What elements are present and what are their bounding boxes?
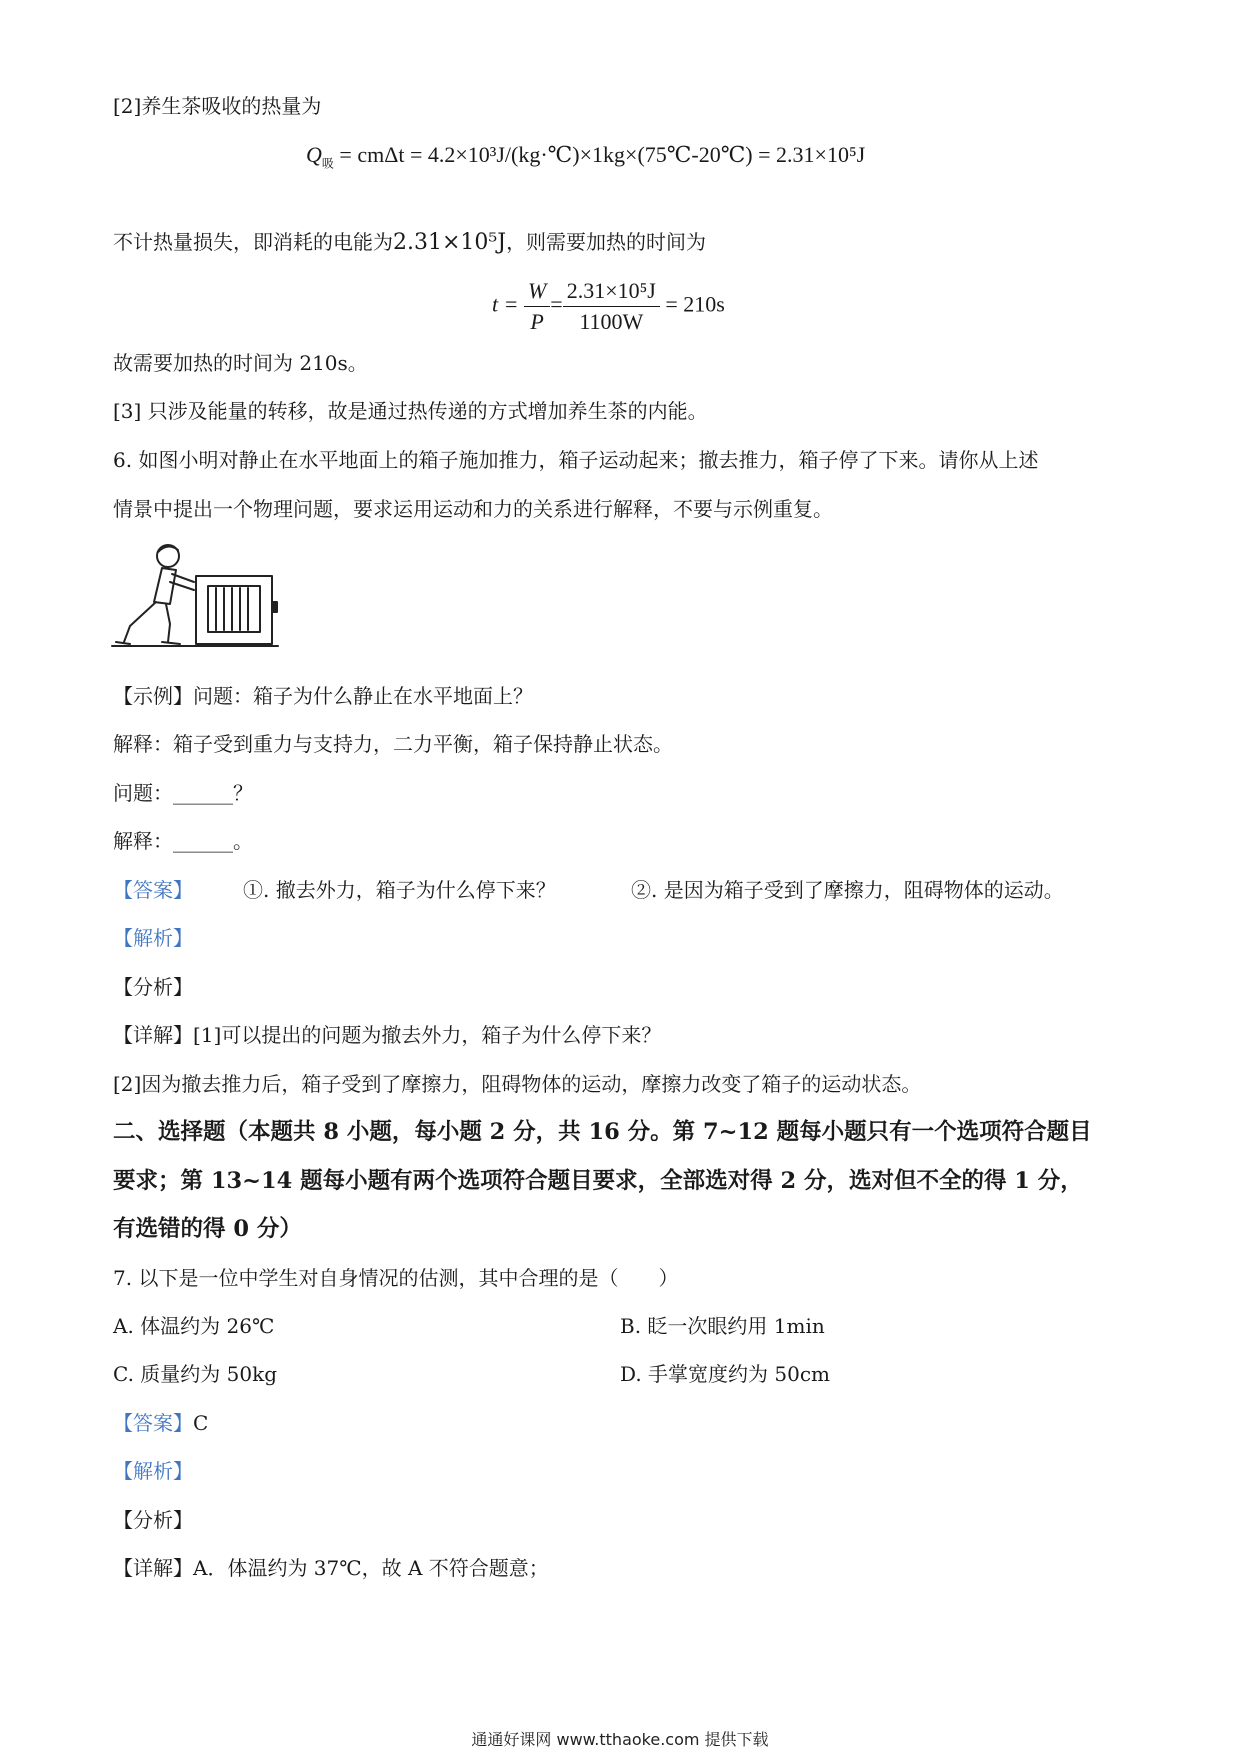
- line-energy-consumed: [113, 228, 706, 257]
- fenxi-tag-7: 【分析】: [113, 1508, 193, 1532]
- fraction-num-w: W: [524, 278, 550, 307]
- formula-time-lhs: t =: [492, 291, 519, 317]
- question-7: 7. 以下是一位中学生对自身情况的估测，其中合理的是（ ）: [113, 1266, 679, 1290]
- option-c: C. 质量约为 50kg: [113, 1362, 278, 1386]
- section-2-heading-line1: 二、选择题（本题共 8 小题，每小题 2 分，共 16 分。第 7~12 题每小题只有一个选项符合题目: [113, 1119, 1092, 1145]
- fraction-w-over-p: [524, 278, 550, 335]
- formula-heat-var: Q: [306, 142, 322, 167]
- line-time-result: 故需要加热的时间为 210s。: [113, 351, 368, 375]
- ask-explanation: 解释：______。: [113, 829, 253, 853]
- detail-7-line1: 【详解】A．体温约为 37℃，故 A 不符合题意；: [113, 1556, 549, 1580]
- line-energy-text: 不计热量损失，即消耗的电能为: [113, 230, 393, 254]
- fraction-den-p: P: [530, 309, 544, 334]
- answer-6: [113, 876, 1064, 904]
- jiexi-tag-7: 【解析】: [113, 1459, 193, 1483]
- formula-time: t = $\frac{W}{P}$ = $\frac{\text{2.31×10⁵J}}{1100W}$ = 210s: [492, 278, 725, 334]
- formula-heat: [306, 142, 865, 171]
- section-2-heading-line3: 有选错的得 0 分）: [113, 1216, 302, 1242]
- answer-6-part2: ②. 是因为箱子受到了摩擦力，阻碍物体的运动。: [631, 878, 1064, 902]
- line-energy-text-b: ，则需要加热的时间为: [506, 230, 707, 254]
- answer-6-part1: ①. 撤去外力，箱子为什么停下来？: [243, 878, 556, 902]
- fraction-den-power: 1100W: [579, 309, 644, 334]
- fraction-num-energy: 2.31×10⁵J: [563, 278, 660, 307]
- option-d: D. 手掌宽度约为 50cm: [620, 1362, 831, 1386]
- section-2-heading-line2: 要求；第 13~14 题每小题有两个选项符合题目要求，全部选对得 2 分，选对但不全的得 1 分，: [113, 1168, 1083, 1194]
- answer-7-tag: 【答案】: [113, 1411, 193, 1435]
- energy-inline-value: 2.31×10⁵J: [393, 230, 507, 255]
- fraction-energy-over-power: [563, 278, 660, 335]
- example-explanation: 解释：箱子受到重力与支持力，二力平衡，箱子保持静止状态。: [113, 732, 673, 756]
- line-heat-transfer: [3] 只涉及能量的转移，故是通过热传递的方式增加养生茶的内能。: [113, 399, 708, 423]
- question-6-line2: 情景中提出一个物理问题，要求运用运动和力的关系进行解释，不要与示例重复。: [113, 497, 833, 521]
- detail-6-line2: [2]因为撤去推力后，箱子受到了摩擦力，阻碍物体的运动，摩擦力改变了箱子的运动状态。: [113, 1072, 922, 1096]
- option-a: A. 体温约为 26℃: [113, 1314, 275, 1338]
- answer-tag: 【答案】: [113, 878, 193, 902]
- boy-pushing-box-illustration: [110, 542, 280, 650]
- question-6-line1: 6. 如图小明对静止在水平地面上的箱子施加推力，箱子运动起来；撤去推力，箱子停了下来。请你从上述: [113, 448, 1039, 472]
- jiexi-tag-6: 【解析】: [113, 926, 193, 950]
- answer-7: [113, 1409, 208, 1437]
- formula-heat-body: = cmΔt = 4.2×10³J/(kg·℃)×1kg×(75℃-20℃) = 2.31×10⁵J: [339, 142, 866, 167]
- formula-time-rhs: = 210s: [665, 291, 725, 317]
- answer-7-value: C: [193, 1411, 209, 1435]
- option-b: B. 眨一次眼约用 1min: [620, 1314, 825, 1338]
- fenxi-tag-6: 【分析】: [113, 975, 193, 999]
- line-heat-absorbed: [2]养生茶吸收的热量为: [113, 94, 322, 118]
- detail-6-line1: 【详解】[1]可以提出的问题为撤去外力，箱子为什么停下来？: [113, 1023, 662, 1047]
- page-footer: 通通好课网 www.tthaoke.com 提供下载: [471, 1730, 769, 1749]
- example-question: 【示例】问题：箱子为什么静止在水平地面上？: [113, 684, 533, 708]
- formula-heat-sub: 吸: [321, 156, 334, 171]
- ask-question: 问题：______？: [113, 781, 253, 805]
